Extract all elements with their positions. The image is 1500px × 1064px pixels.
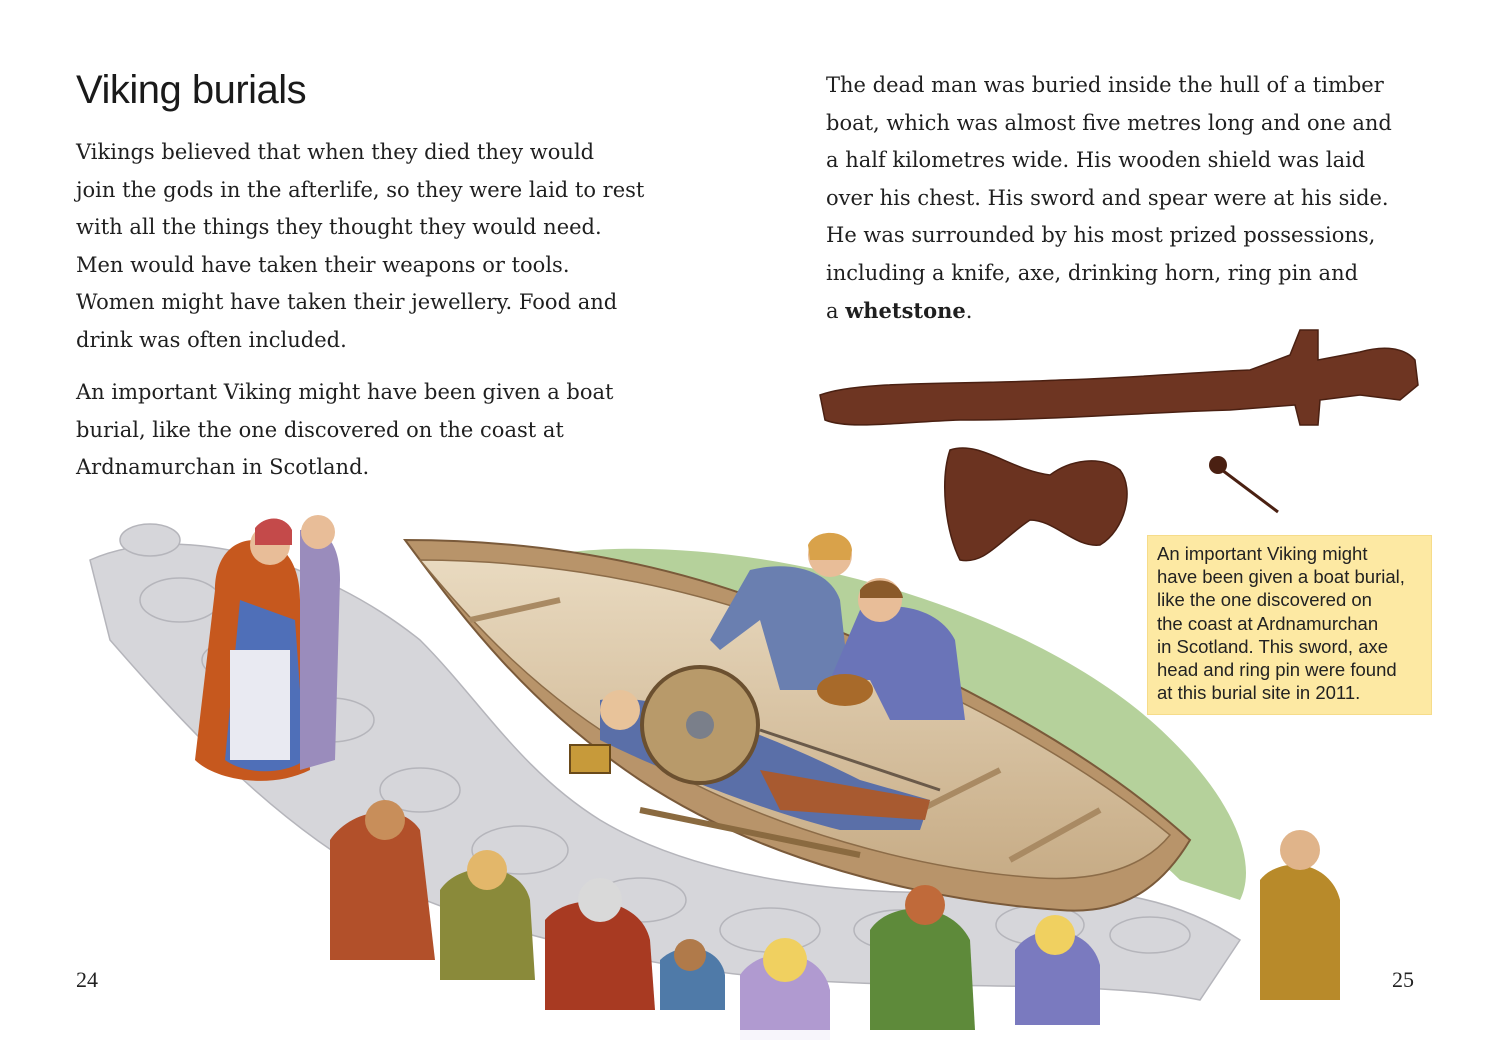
page-number-left: 24 [76, 967, 98, 992]
artifact-caption [1148, 536, 1431, 714]
page-title: Viking burials [76, 68, 307, 112]
boat-burial-paragraph [76, 374, 676, 487]
text-line-prefix: a [826, 299, 846, 323]
text-line: Ardnamurchan in Scotland. [76, 455, 370, 479]
intro-paragraph [76, 134, 676, 359]
rusted-sword [820, 330, 1418, 425]
text-line: Men would have taken their weapons or tools. [76, 252, 570, 277]
burial-description-paragraph [826, 67, 1436, 331]
text-line: a half kilometres wide. His wooden shield was laid [826, 148, 1366, 172]
text-line: Women might have taken their jewellery. Food and [76, 290, 618, 314]
text-line: join the gods in the afterlife, so they were laid to rest [76, 177, 645, 202]
caption-line: in Scotland. This sword, axe [1157, 635, 1389, 657]
text-line-suffix: . [965, 299, 973, 323]
axe-head [945, 448, 1127, 561]
caption-line: at this burial site in 2011. [1157, 682, 1361, 704]
text-line: burial, like the one discovered on the coast at [76, 417, 564, 442]
caption-line: like the one discovered on [1157, 589, 1372, 611]
caption-line: An important Viking might [1157, 543, 1368, 564]
text-line: He was surrounded by his most prized possessions, [826, 223, 1376, 247]
caption-line: head and ring pin were found [1157, 659, 1397, 681]
caption-line: the coast at Ardnamurchan [1157, 612, 1379, 634]
text-line: boat, which was almost five metres long and one and [826, 110, 1392, 135]
text-line: Vikings believed that when they died they would [76, 140, 595, 164]
text-line: with all the things they thought they would need. [76, 215, 602, 239]
glossary-term-whetstone[interactable]: whetstone [845, 298, 966, 323]
ring-pin-shank [1222, 470, 1278, 512]
text-line: drink was often included. [76, 327, 347, 352]
text-line: including a knife, axe, drinking horn, ring pin and [826, 260, 1359, 285]
text-line: An important Viking might have been given a boat [76, 380, 614, 404]
text-line: The dead man was buried inside the hull of a timber [826, 73, 1384, 97]
caption-line: have been given a boat burial, [1157, 566, 1405, 588]
excavated-artifacts [820, 330, 1418, 561]
text-line: over his chest. His sword and spear were at his side. [826, 185, 1389, 210]
page-number-right: 25 [1392, 967, 1414, 992]
